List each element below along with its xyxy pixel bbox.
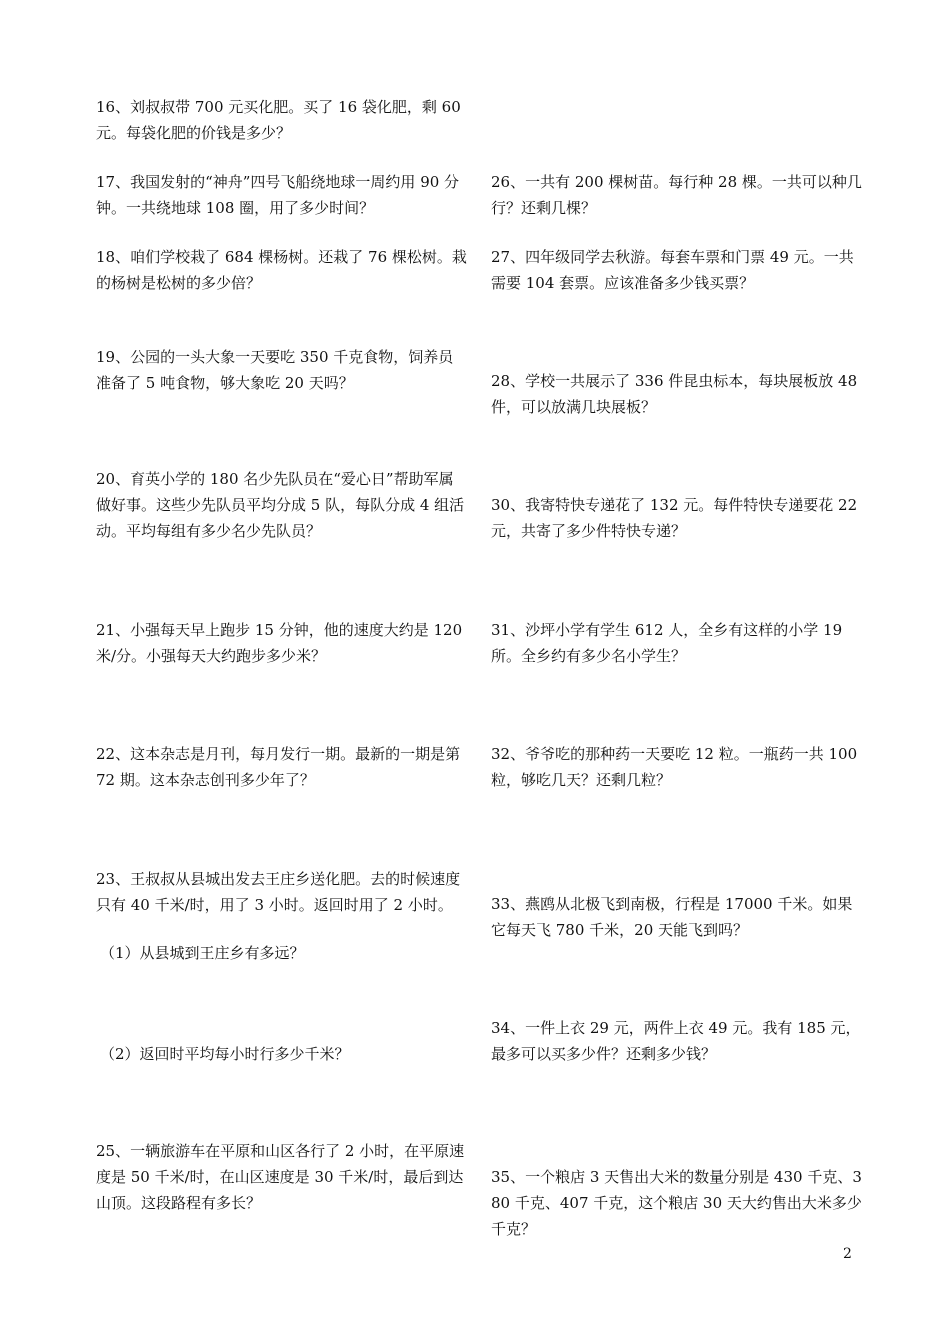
question-18: 18、咱们学校栽了 684 棵杨树。还栽了 76 棵松树。栽的杨树是松树的多少倍？ [96, 248, 467, 292]
question-33: 33、燕鸥从北极飞到南极，行程是 17000 千米。如果它每天飞 780 千米，20 天能飞到吗？ [491, 895, 853, 939]
question-34: 34、一件上衣 29 元，两件上衣 49 元。我有 185 元，最多可以买多少件？还剩多少钱？ [491, 1019, 861, 1063]
page-number: 2 [843, 1246, 852, 1262]
question-22: 22、这本杂志是月刊，每月发行一期。最新的一期是第 72 期。这本杂志创刊多少年了？ [96, 745, 461, 789]
question-30: 30、我寄特快专递花了 132 元。每件特快专递要花 22 元，共寄了多少件特快专递？ [491, 496, 858, 540]
question-26: 26、一共有 200 棵树苗。每行种 28 棵。一共可以种几行？还剩几棵？ [491, 173, 862, 217]
question-16: 16、刘叔叔带 700 元买化肥。买了 16 袋化肥，剩 60 元。每袋化肥的价钱是多少？ [96, 98, 461, 142]
question-32: 32、爷爷吃的那种药一天要吃 12 粒。一瓶药一共 100 粒，够吃几天？还剩几粒？ [491, 745, 858, 789]
question-17: 17、我国发射的“神舟”四号飞船绕地球一周约用 90 分钟。一共绕地球 108 圈，用了多少时间？ [96, 173, 460, 217]
question-35: 35、一个粮店 3 天售出大米的数量分别是 430 千克、380 千克、407 千克，这个粮店 30 天大约售出大米多少千克？ [491, 1168, 862, 1238]
question-31: 31、沙坪小学有学生 612 人，全乡有这样的小学 19 所。全乡约有多少名小学生？ [491, 621, 843, 665]
question-23: 23、王叔叔从县城出发去王庄乡送化肥。去的时候速度只有 40 千米/时，用了 3 小时。返回时用了 2 小时。 [96, 870, 461, 914]
question-20: 20、育英小学的 180 名少先队员在“爱心日”帮助军属做好事。这些少先队员平均分成 5 队，每队分成 4 组活动。平均每组有多少名少先队员？ [96, 470, 465, 540]
question-19: 19、公园的一头大象一天要吃 350 千克食物，饲养员准备了 5 吨食物，够大象吃 20 天吗？ [96, 348, 454, 392]
question-27: 27、四年级同学去秋游。每套车票和门票 49 元。一共需要 104 套票。应该准备多少钱买票？ [491, 248, 854, 292]
question-25: 25、一辆旅游车在平原和山区各行了 2 小时，在平原速度是 50 千米/时，在山区速度是 30 千米/时，最后到达山顶。这段路程有多长？ [96, 1142, 465, 1212]
question-23-part-2: （2）返回时平均每小时行多少千米？ [100, 1045, 350, 1063]
question-21: 21、小强每天早上跑步 15 分钟，他的速度大约是 120 米/分。小强每天大约跑步多少米？ [96, 621, 463, 665]
question-23-part-1: （1）从县城到王庄乡有多远？ [100, 944, 305, 962]
question-28: 28、学校一共展示了 336 件昆虫标本，每块展板放 48 件，可以放满几块展板？ [491, 372, 858, 416]
